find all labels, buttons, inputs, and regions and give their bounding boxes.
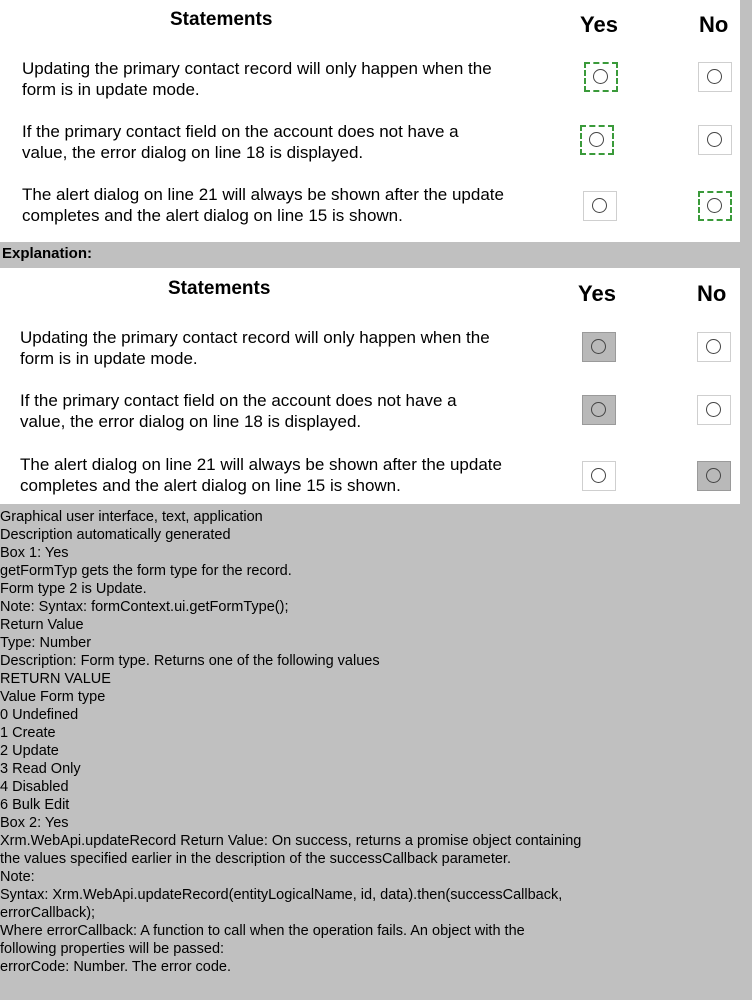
radio-circle-icon	[589, 132, 604, 147]
radio-circle-icon	[706, 402, 721, 417]
explanation-line: Return Value	[0, 617, 84, 633]
statement-3-yes-radio[interactable]	[583, 191, 617, 221]
explanation-line: 6 Bulk Edit	[0, 797, 70, 813]
statement-2: If the primary contact field on the account does not have a value, the error dialog on line 18 is displayed.	[20, 391, 457, 431]
statements-header: Statements	[168, 278, 271, 299]
radio-circle-icon	[591, 402, 606, 417]
no-header: No	[699, 12, 729, 37]
explanation-line: 4 Disabled	[0, 779, 69, 795]
explanation-line: Form type 2 is Update.	[0, 581, 147, 597]
explanation-line: 2 Update	[0, 743, 59, 759]
explanation-line: errorCode: Number. The error code.	[0, 959, 232, 975]
radio-circle-icon	[591, 468, 606, 483]
explanation-line: following properties will be passed:	[0, 941, 225, 957]
explanation-line: Note:	[0, 869, 35, 885]
statement-2-yes-radio[interactable]	[582, 395, 616, 425]
radio-circle-icon	[706, 468, 721, 483]
radio-circle-icon	[707, 132, 722, 147]
radio-circle-icon	[593, 69, 608, 84]
explanation-line: Xrm.WebApi.updateRecord Return Value: On success, returns a promise object containing	[0, 833, 582, 849]
explanation-line: Value Form type	[0, 689, 106, 705]
explanation-line: 0 Undefined	[0, 707, 79, 723]
statement-2-no-radio[interactable]	[698, 125, 732, 155]
yes-header: Yes	[580, 12, 618, 37]
statement-1-no-radio[interactable]	[697, 332, 731, 362]
explanation-line: Where errorCallback: A function to call when the operation fails. An object with the	[0, 923, 525, 939]
explanation-line: Type: Number	[0, 635, 92, 651]
explanation-line: Description: Form type. Returns one of the following values	[0, 653, 380, 669]
explanation-line: Syntax: Xrm.WebApi.updateRecord(entityLogicalName, id, data).then(successCallback,	[0, 887, 563, 903]
explanation-line: RETURN VALUE	[0, 671, 111, 687]
explanation-line: Note: Syntax: formContext.ui.getFormType();	[0, 599, 289, 615]
radio-circle-icon	[591, 339, 606, 354]
explanation-line: Graphical user interface, text, application	[0, 509, 263, 525]
explanation-line: errorCallback);	[0, 905, 96, 921]
answer-panel	[0, 268, 740, 504]
statement-1-no-radio[interactable]	[698, 62, 732, 92]
statement-2-no-radio[interactable]	[697, 395, 731, 425]
explanation-text	[0, 508, 752, 976]
statement-3-no-radio[interactable]	[698, 191, 732, 221]
radio-circle-icon	[707, 198, 722, 213]
statement-2-yes-radio[interactable]	[580, 125, 614, 155]
explanation-label: Explanation:	[2, 245, 93, 262]
explanation-line: getFormTyp gets the form type for the record.	[0, 563, 292, 579]
explanation-line: Box 1: Yes	[0, 545, 69, 561]
statement-3: The alert dialog on line 21 will always be shown after the update completes and the alert dialog on line 15 is shown.	[22, 185, 504, 225]
statement-3-no-radio[interactable]	[697, 461, 731, 491]
radio-circle-icon	[706, 339, 721, 354]
statement-1-yes-radio[interactable]	[584, 62, 618, 92]
radio-circle-icon	[707, 69, 722, 84]
question-panel	[0, 0, 740, 242]
radio-circle-icon	[592, 198, 607, 213]
no-header: No	[697, 281, 727, 306]
statements-header: Statements	[170, 9, 273, 30]
statement-3-yes-radio[interactable]	[582, 461, 616, 491]
statement-3: The alert dialog on line 21 will always be shown after the update completes and the alert dialog on line 15 is shown.	[20, 455, 502, 495]
explanation-line: Description automatically generated	[0, 527, 231, 543]
explanation-line: 1 Create	[0, 725, 56, 741]
statement-1: Updating the primary contact record will only happen when the form is in update mode.	[22, 59, 492, 99]
statement-1: Updating the primary contact record will only happen when the form is in update mode.	[20, 328, 490, 368]
explanation-line: 3 Read Only	[0, 761, 81, 777]
explanation-line: Box 2: Yes	[0, 815, 69, 831]
yes-header: Yes	[578, 281, 616, 306]
explanation-line: the values specified earlier in the description of the successCallback parameter.	[0, 851, 511, 867]
statement-1-yes-radio[interactable]	[582, 332, 616, 362]
statement-2: If the primary contact field on the account does not have a value, the error dialog on line 18 is displayed.	[22, 122, 459, 162]
